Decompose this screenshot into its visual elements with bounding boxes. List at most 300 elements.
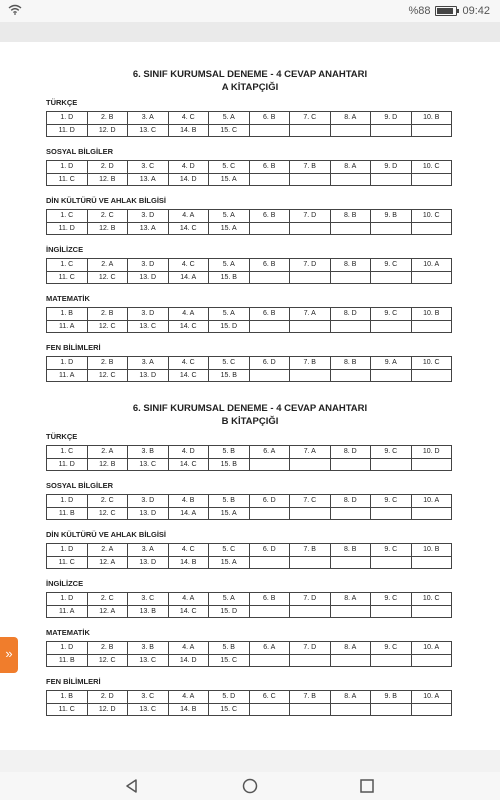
answer-cell: 4. B — [168, 495, 209, 508]
answer-cell: 7. C — [290, 112, 331, 125]
answer-cell: 5. A — [209, 593, 250, 606]
subject-label: TÜRKÇE — [46, 98, 78, 107]
answer-row — [47, 703, 452, 716]
answer-cell: 8. B — [330, 544, 371, 557]
answer-cell: 13. A — [128, 173, 169, 186]
answer-cell: 1. D — [47, 357, 88, 370]
answer-cell: 7. B — [290, 691, 331, 704]
answer-key-section-a — [0, 68, 500, 379]
answer-cell: 3. C — [128, 593, 169, 606]
answer-cell: 3. C — [128, 691, 169, 704]
answer-cell: 1. B — [47, 691, 88, 704]
answer-cell — [411, 173, 452, 186]
recents-icon[interactable] — [359, 778, 375, 794]
chevron-double-right-icon: » — [5, 646, 13, 661]
answer-cell: 7. D — [290, 259, 331, 272]
answer-cell — [411, 556, 452, 569]
answer-row — [47, 357, 452, 370]
answer-cell: 3. A — [128, 357, 169, 370]
answer-cell — [249, 703, 290, 716]
answer-table — [46, 592, 452, 618]
answer-row — [47, 112, 452, 125]
answer-cell: 4. A — [168, 593, 209, 606]
answer-cell: 2. B — [87, 357, 128, 370]
answer-cell: 11. C — [47, 556, 88, 569]
answer-cell: 11. C — [47, 703, 88, 716]
answer-cell: 7. B — [290, 161, 331, 174]
answer-cell: 14. D — [168, 654, 209, 667]
answer-cell: 12. B — [87, 458, 128, 471]
wifi-icon — [8, 4, 22, 18]
answer-cell: 3. D — [128, 308, 169, 321]
answer-cell: 6. B — [249, 210, 290, 223]
answer-cell — [249, 654, 290, 667]
answer-cell: 13. C — [128, 124, 169, 137]
answer-cell: 10. A — [411, 495, 452, 508]
answer-row — [47, 259, 452, 272]
answer-cell: 14. C — [168, 605, 209, 618]
answer-cell — [249, 173, 290, 186]
answer-cell: 10. C — [411, 210, 452, 223]
answer-cell — [371, 556, 412, 569]
answer-cell: 6. A — [249, 642, 290, 655]
answer-row — [47, 458, 452, 471]
section-subtitle: B KİTAPÇIĞI — [221, 416, 279, 427]
answer-cell: 11. A — [47, 320, 88, 333]
answer-cell: 2. A — [87, 446, 128, 459]
answer-cell: 10. B — [411, 308, 452, 321]
answer-cell — [290, 654, 331, 667]
answer-cell: 5. D — [209, 691, 250, 704]
answer-cell: 15. D — [209, 605, 250, 618]
answer-cell: 13. B — [128, 605, 169, 618]
answer-cell: 13. C — [128, 320, 169, 333]
answer-cell: 13. D — [128, 271, 169, 284]
answer-cell: 7. D — [290, 593, 331, 606]
answer-cell: 3. C — [128, 161, 169, 174]
answer-cell: 8. D — [330, 308, 371, 321]
answer-cell — [290, 703, 331, 716]
section-title: 6. SINIF KURUMSAL DENEME - 4 CEVAP ANAHTARI — [132, 403, 368, 414]
answer-cell: 10. B — [411, 544, 452, 557]
answer-cell: 2. A — [87, 544, 128, 557]
answer-cell — [290, 605, 331, 618]
answer-row — [47, 507, 452, 520]
answer-cell — [290, 458, 331, 471]
answer-cell — [330, 458, 371, 471]
answer-cell — [249, 458, 290, 471]
answer-row — [47, 605, 452, 618]
answer-cell: 15. B — [209, 369, 250, 382]
answer-cell: 12. C — [87, 320, 128, 333]
answer-cell: 7. D — [290, 210, 331, 223]
answer-table — [46, 690, 452, 716]
back-icon[interactable] — [124, 778, 140, 794]
answer-cell: 9. B — [371, 210, 412, 223]
answer-cell: 7. A — [290, 446, 331, 459]
answer-cell: 3. B — [128, 446, 169, 459]
answer-cell: 12. C — [87, 507, 128, 520]
answer-cell: 1. D — [47, 642, 88, 655]
answer-row — [47, 308, 452, 321]
answer-cell — [371, 605, 412, 618]
answer-cell: 4. C — [168, 357, 209, 370]
answer-row — [47, 161, 452, 174]
answer-cell — [249, 605, 290, 618]
answer-cell: 9. B — [371, 691, 412, 704]
answer-cell: 11. D — [47, 124, 88, 137]
answer-cell: 10. C — [411, 593, 452, 606]
answer-cell: 3. D — [128, 259, 169, 272]
answer-cell: 9. D — [371, 161, 412, 174]
subject-label: SOSYAL BİLGİLER — [46, 481, 114, 490]
answer-cell: 15. C — [209, 703, 250, 716]
answer-cell: 12. C — [87, 271, 128, 284]
clock: 09:42 — [462, 5, 490, 17]
answer-cell: 2. C — [87, 210, 128, 223]
answer-key-page[interactable] — [0, 42, 500, 750]
answer-cell — [371, 222, 412, 235]
answer-cell — [371, 124, 412, 137]
answer-row — [47, 271, 452, 284]
answer-cell: 8. D — [330, 495, 371, 508]
subject-label: DİN KÜLTÜRÜ VE AHLAK BİLGİSİ — [46, 530, 166, 539]
answer-cell: 9. C — [371, 593, 412, 606]
answer-cell — [330, 369, 371, 382]
answer-cell — [411, 222, 452, 235]
answer-table — [46, 160, 452, 186]
answer-row — [47, 593, 452, 606]
answer-cell — [330, 124, 371, 137]
answer-cell: 9. A — [371, 357, 412, 370]
answer-cell — [330, 654, 371, 667]
answer-cell: 9. D — [371, 112, 412, 125]
answer-cell — [290, 556, 331, 569]
answer-cell — [330, 507, 371, 520]
answer-cell: 5. A — [209, 259, 250, 272]
section-subtitle: A KİTAPÇIĞI — [221, 82, 279, 93]
answer-cell — [330, 605, 371, 618]
viewer-top-margin — [0, 22, 500, 42]
answer-table — [46, 494, 452, 520]
side-panel-toggle[interactable] — [0, 637, 18, 673]
answer-cell: 11. A — [47, 605, 88, 618]
subject-label: SOSYAL BİLGİLER — [46, 147, 114, 156]
answer-cell — [290, 271, 331, 284]
answer-cell: 10. A — [411, 691, 452, 704]
answer-cell: 5. A — [209, 210, 250, 223]
answer-cell — [371, 703, 412, 716]
answer-table — [46, 258, 452, 284]
answer-cell: 12. B — [87, 222, 128, 235]
answer-cell: 8. A — [330, 593, 371, 606]
answer-table — [46, 209, 452, 235]
battery-icon — [435, 6, 457, 16]
answer-cell: 14. C — [168, 222, 209, 235]
answer-cell — [411, 369, 452, 382]
answer-cell: 1. D — [47, 112, 88, 125]
answer-cell: 1. C — [47, 259, 88, 272]
answer-cell: 13. D — [128, 556, 169, 569]
answer-cell: 13. C — [128, 703, 169, 716]
answer-table — [46, 111, 452, 137]
answer-row — [47, 320, 452, 333]
answer-cell: 3. A — [128, 112, 169, 125]
answer-cell — [371, 507, 412, 520]
answer-cell: 5. A — [209, 308, 250, 321]
answer-table — [46, 356, 452, 382]
answer-cell: 9. C — [371, 308, 412, 321]
answer-cell: 10. A — [411, 259, 452, 272]
answer-row — [47, 544, 452, 557]
answer-cell: 2. D — [87, 161, 128, 174]
answer-cell: 15. B — [209, 458, 250, 471]
answer-cell: 15. B — [209, 271, 250, 284]
answer-cell: 8. B — [330, 210, 371, 223]
answer-cell: 4. A — [168, 308, 209, 321]
answer-cell: 3. A — [128, 544, 169, 557]
answer-cell: 15. A — [209, 173, 250, 186]
answer-cell: 1. D — [47, 161, 88, 174]
answer-cell: 10. C — [411, 161, 452, 174]
answer-cell: 14. C — [168, 369, 209, 382]
answer-cell: 5. B — [209, 446, 250, 459]
answer-cell: 15. A — [209, 507, 250, 520]
answer-cell: 4. D — [168, 161, 209, 174]
answer-cell — [411, 320, 452, 333]
answer-cell: 13. A — [128, 222, 169, 235]
answer-cell: 10. B — [411, 112, 452, 125]
answer-cell: 10. A — [411, 642, 452, 655]
answer-cell — [411, 507, 452, 520]
section-title: 6. SINIF KURUMSAL DENEME - 4 CEVAP ANAHTARI — [132, 69, 368, 80]
answer-cell — [290, 124, 331, 137]
answer-cell: 4. A — [168, 642, 209, 655]
answer-cell: 3. D — [128, 495, 169, 508]
answer-cell: 8. B — [330, 259, 371, 272]
answer-cell: 13. D — [128, 507, 169, 520]
answer-cell: 15. A — [209, 222, 250, 235]
answer-cell — [371, 173, 412, 186]
answer-cell: 12. C — [87, 654, 128, 667]
answer-cell: 7. C — [290, 495, 331, 508]
answer-cell: 4. C — [168, 544, 209, 557]
answer-row — [47, 691, 452, 704]
answer-row — [47, 556, 452, 569]
answer-cell: 14. C — [168, 320, 209, 333]
answer-cell: 11. D — [47, 222, 88, 235]
answer-cell: 6. B — [249, 308, 290, 321]
answer-cell: 1. C — [47, 446, 88, 459]
answer-cell — [290, 222, 331, 235]
answer-cell: 13. C — [128, 654, 169, 667]
answer-cell: 1. D — [47, 495, 88, 508]
answer-cell: 15. C — [209, 124, 250, 137]
answer-cell: 13. C — [128, 458, 169, 471]
answer-cell — [330, 271, 371, 284]
answer-cell: 11. B — [47, 507, 88, 520]
answer-cell — [411, 703, 452, 716]
answer-row — [47, 369, 452, 382]
answer-table — [46, 543, 452, 569]
answer-row — [47, 173, 452, 186]
answer-cell: 4. A — [168, 210, 209, 223]
answer-cell — [330, 173, 371, 186]
answer-cell: 9. C — [371, 544, 412, 557]
answer-cell — [371, 320, 412, 333]
answer-cell — [249, 124, 290, 137]
answer-row — [47, 495, 452, 508]
answer-cell: 15. D — [209, 320, 250, 333]
answer-cell: 6. D — [249, 495, 290, 508]
answer-cell: 9. C — [371, 446, 412, 459]
answer-cell: 2. B — [87, 642, 128, 655]
answer-cell: 1. D — [47, 593, 88, 606]
answer-cell — [411, 605, 452, 618]
subject-label: FEN BİLİMLERİ — [46, 677, 101, 686]
answer-cell: 6. D — [249, 357, 290, 370]
answer-cell: 8. A — [330, 161, 371, 174]
answer-cell — [371, 369, 412, 382]
answer-cell: 11. C — [47, 173, 88, 186]
answer-cell: 2. A — [87, 259, 128, 272]
answer-cell: 12. D — [87, 703, 128, 716]
answer-cell: 6. C — [249, 691, 290, 704]
answer-cell: 11. A — [47, 369, 88, 382]
answer-row — [47, 446, 452, 459]
answer-table — [46, 307, 452, 333]
answer-cell — [330, 556, 371, 569]
answer-cell: 7. D — [290, 642, 331, 655]
answer-cell: 7. B — [290, 544, 331, 557]
subject-label: İNGİLİZCE — [46, 579, 84, 588]
answer-cell — [290, 369, 331, 382]
answer-cell — [249, 369, 290, 382]
answer-cell: 8. B — [330, 357, 371, 370]
answer-cell: 9. C — [371, 495, 412, 508]
home-icon[interactable] — [242, 778, 258, 794]
answer-cell — [290, 507, 331, 520]
answer-cell: 12. C — [87, 369, 128, 382]
navigation-bar — [0, 772, 500, 800]
answer-cell: 4. C — [168, 259, 209, 272]
subject-label: DİN KÜLTÜRÜ VE AHLAK BİLGİSİ — [46, 196, 166, 205]
answer-cell: 15. C — [209, 654, 250, 667]
answer-cell: 4. D — [168, 446, 209, 459]
answer-cell: 12. A — [87, 556, 128, 569]
answer-cell — [330, 320, 371, 333]
answer-cell: 7. A — [290, 308, 331, 321]
answer-cell: 14. B — [168, 124, 209, 137]
answer-cell: 14. D — [168, 173, 209, 186]
answer-cell: 2. B — [87, 308, 128, 321]
answer-cell: 14. A — [168, 507, 209, 520]
answer-cell: 13. D — [128, 369, 169, 382]
answer-row — [47, 222, 452, 235]
answer-cell: 6. B — [249, 161, 290, 174]
subject-label: İNGİLİZCE — [46, 245, 84, 254]
answer-cell: 14. C — [168, 458, 209, 471]
answer-cell — [249, 507, 290, 520]
answer-cell — [371, 271, 412, 284]
answer-cell: 6. D — [249, 544, 290, 557]
answer-cell: 1. B — [47, 308, 88, 321]
answer-cell: 6. B — [249, 112, 290, 125]
answer-cell: 4. A — [168, 691, 209, 704]
answer-cell: 12. D — [87, 124, 128, 137]
answer-cell: 5. C — [209, 161, 250, 174]
answer-cell: 5. B — [209, 495, 250, 508]
answer-cell — [249, 556, 290, 569]
answer-table — [46, 641, 452, 667]
answer-cell: 5. C — [209, 544, 250, 557]
answer-cell — [290, 173, 331, 186]
answer-cell: 6. A — [249, 446, 290, 459]
answer-row — [47, 654, 452, 667]
answer-row — [47, 642, 452, 655]
answer-row — [47, 210, 452, 223]
answer-cell: 11. C — [47, 271, 88, 284]
status-bar — [0, 0, 500, 22]
battery-percent: %88 — [408, 5, 431, 17]
answer-cell — [371, 654, 412, 667]
answer-cell — [371, 458, 412, 471]
answer-cell: 11. B — [47, 654, 88, 667]
answer-cell: 15. A — [209, 556, 250, 569]
answer-cell — [411, 271, 452, 284]
answer-cell — [330, 703, 371, 716]
answer-cell — [411, 458, 452, 471]
answer-cell: 8. A — [330, 691, 371, 704]
answer-cell: 8. A — [330, 112, 371, 125]
answer-cell — [411, 654, 452, 667]
answer-cell: 1. C — [47, 210, 88, 223]
answer-cell: 8. A — [330, 642, 371, 655]
answer-cell: 2. B — [87, 112, 128, 125]
answer-key-section-b — [0, 402, 500, 713]
answer-cell: 14. B — [168, 703, 209, 716]
answer-cell: 2. D — [87, 691, 128, 704]
answer-cell: 2. C — [87, 593, 128, 606]
answer-cell: 8. D — [330, 446, 371, 459]
subject-label: MATEMATİK — [46, 628, 90, 637]
answer-cell — [249, 222, 290, 235]
answer-cell — [290, 320, 331, 333]
subject-label: FEN BİLİMLERİ — [46, 343, 101, 352]
answer-cell: 1. D — [47, 544, 88, 557]
answer-cell: 9. C — [371, 642, 412, 655]
answer-cell: 12. B — [87, 173, 128, 186]
answer-cell: 14. B — [168, 556, 209, 569]
answer-cell: 6. B — [249, 259, 290, 272]
answer-cell: 3. B — [128, 642, 169, 655]
answer-cell: 2. C — [87, 495, 128, 508]
answer-cell: 5. A — [209, 112, 250, 125]
answer-cell: 4. C — [168, 112, 209, 125]
answer-cell — [411, 124, 452, 137]
answer-row — [47, 124, 452, 137]
subject-label: TÜRKÇE — [46, 432, 78, 441]
answer-cell — [249, 271, 290, 284]
answer-cell: 3. D — [128, 210, 169, 223]
answer-cell: 14. A — [168, 271, 209, 284]
answer-table — [46, 445, 452, 471]
answer-cell: 11. D — [47, 458, 88, 471]
answer-cell: 10. D — [411, 446, 452, 459]
subject-label: MATEMATİK — [46, 294, 90, 303]
answer-cell — [330, 222, 371, 235]
answer-cell: 10. C — [411, 357, 452, 370]
